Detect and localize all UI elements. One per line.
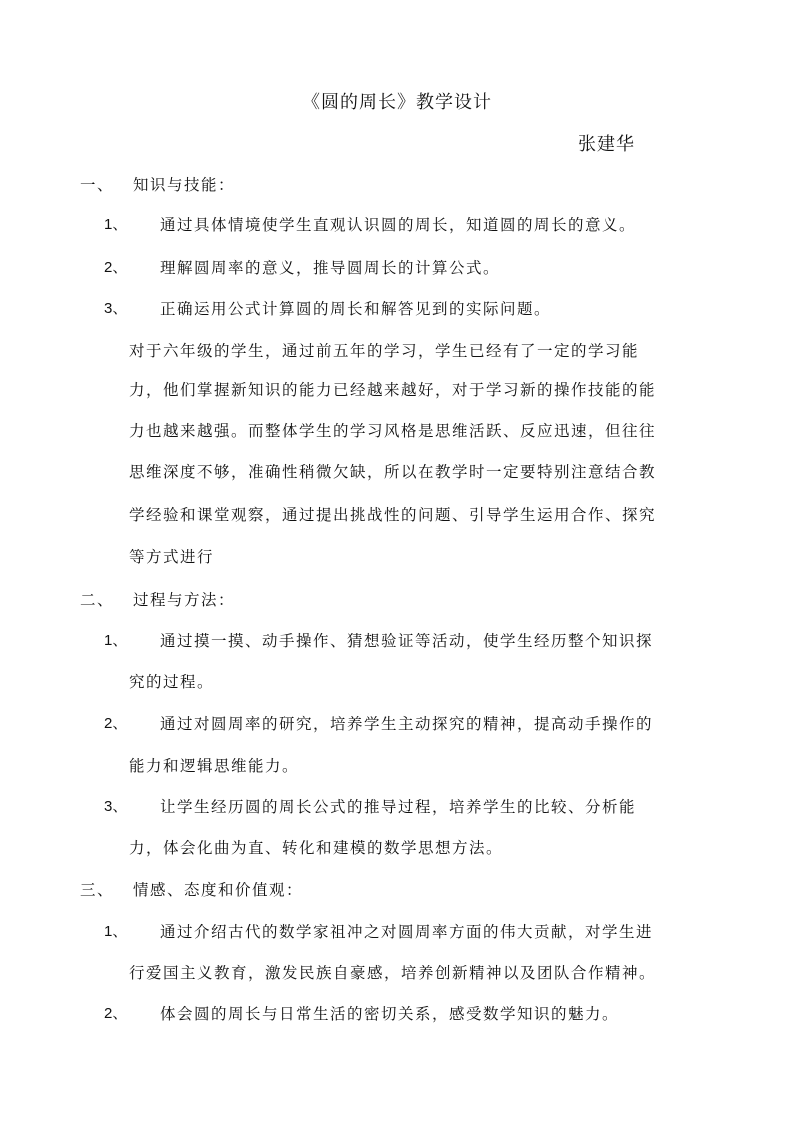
item-text-continued: 能力和逻辑思维能力。 bbox=[129, 757, 300, 775]
item-number: 1、 bbox=[104, 923, 128, 940]
paragraph-line: 等方式进行 bbox=[129, 548, 215, 566]
author-name: 张建华 bbox=[578, 134, 635, 155]
section-title: 知识与技能： bbox=[133, 176, 236, 194]
item-number: 1、 bbox=[104, 632, 128, 649]
item-text-continued: 行爱国主义教育，激发民族自豪感，培养创新精神以及团队合作精神。 bbox=[129, 964, 657, 982]
section-number: 二、 bbox=[80, 591, 115, 609]
section-number: 一、 bbox=[80, 176, 115, 194]
item-text: 理解圆周率的意义，推导圆周长的计算公式。 bbox=[160, 259, 501, 277]
item-text: 通过摸一摸、动手操作、猜想验证等活动，使学生经历整个知识探 bbox=[160, 632, 654, 650]
item-text: 通过介绍古代的数学家祖冲之对圆周率方面的伟大贡献，对学生进 bbox=[160, 923, 654, 941]
item-text-continued: 究的过程。 bbox=[129, 673, 215, 691]
item-number: 3、 bbox=[104, 798, 128, 815]
item-text: 通过具体情境使学生直观认识圆的周长，知道圆的周长的意义。 bbox=[160, 216, 637, 234]
item-text: 正确运用公式计算圆的周长和解答见到的实际问题。 bbox=[160, 300, 552, 318]
item-number: 3、 bbox=[104, 300, 128, 317]
item-text: 通过对圆周率的研究，培养学生主动探究的精神，提高动手操作的 bbox=[160, 715, 654, 733]
item-text: 体会圆的周长与日常生活的密切关系，感受数学知识的魅力。 bbox=[160, 1005, 620, 1023]
paragraph-line: 力也越来越强。而整体学生的学习风格是思维活跃、反应迅速，但往往 bbox=[129, 422, 657, 440]
section-title: 情感、态度和价值观： bbox=[133, 881, 304, 899]
document-title: 《圆的周长》教学设计 bbox=[302, 92, 492, 113]
item-number: 1、 bbox=[104, 216, 128, 233]
paragraph-line: 学经验和课堂观察，通过提出挑战性的问题、引导学生运用合作、探究 bbox=[129, 506, 657, 524]
item-number: 2、 bbox=[104, 1005, 128, 1022]
item-text-continued: 力，体会化曲为直、转化和建模的数学思想方法。 bbox=[129, 839, 504, 857]
section-number: 三、 bbox=[80, 881, 115, 899]
paragraph-line: 力，他们掌握新知识的能力已经越来越好，对于学习新的操作技能的能 bbox=[129, 381, 657, 399]
item-text: 让学生经历圆的周长公式的推导过程，培养学生的比较、分析能 bbox=[160, 798, 637, 816]
item-number: 2、 bbox=[104, 715, 128, 732]
section-title: 过程与方法： bbox=[133, 591, 236, 609]
item-number: 2、 bbox=[104, 259, 128, 276]
paragraph-line: 思维深度不够，准确性稍微欠缺，所以在教学时一定要特别注意结合教 bbox=[129, 463, 657, 481]
paragraph-line: 对于六年级的学生，通过前五年的学习，学生已经有了一定的学习能 bbox=[129, 342, 640, 360]
